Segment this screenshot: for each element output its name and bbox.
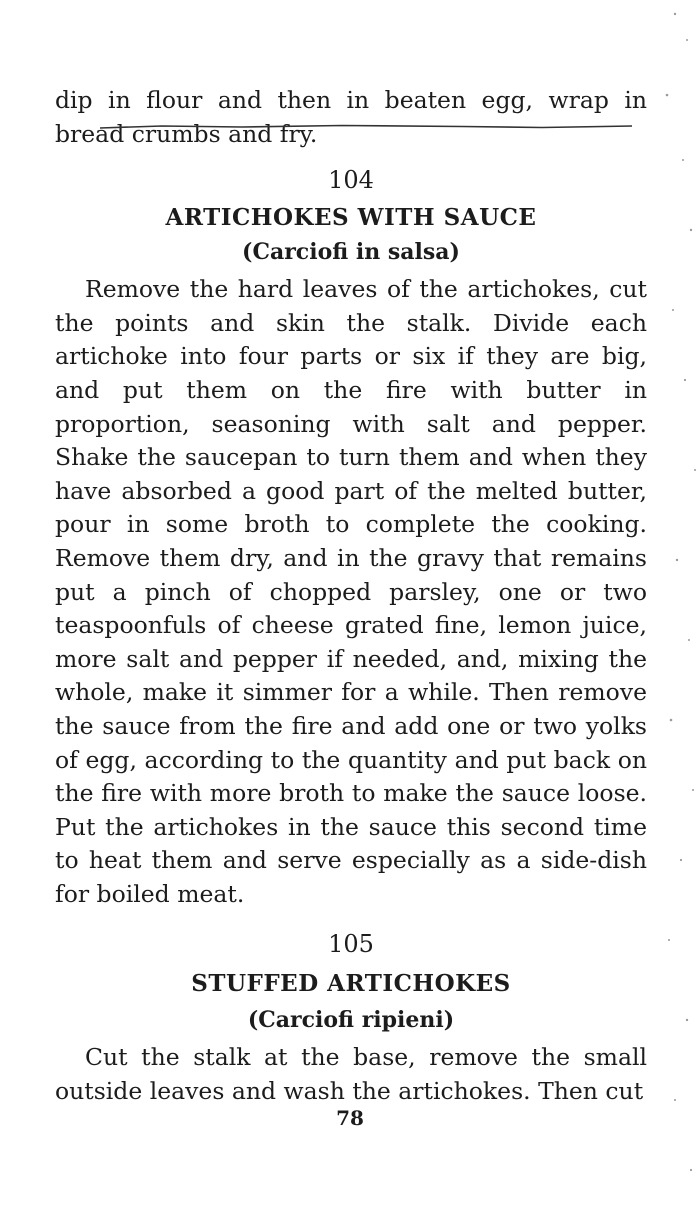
recipe-105-title: STUFFED ARTICHOKES xyxy=(191,970,511,998)
book-page xyxy=(55,84,647,1109)
page-number: 78 xyxy=(336,1106,364,1130)
recipe-104-subtitle: (Carciofi in salsa) xyxy=(242,239,460,266)
recipe-104-body: Remove the hard leaves of the artichokes, cut the points and skin the stalk. Divide each artichoke into four parts or six if they are big, and put them on the fire with butter in proportion, seasoning with salt and pepper. Shake the saucepan to turn them and when they have absorbed a good part of the melted butter, pour in some broth to complete the cooking. Remove them dry, and in the gravy that remains put a pinch of chopped parsley, one or two teaspoonfuls of cheese grated fine, lemon juice, more salt and pepper if needed, and, mixing the whole, make it simmer for a while. Then remove the sauce from the fire and add one or two yolks of egg, according to the quantity and put back on the fire with more broth to make the sauce loose. Put the artichokes in the sauce this second time to heat them and serve especially as a side-dish for boiled meat. xyxy=(55,275,647,908)
recipe-105-number: 105 xyxy=(328,930,374,959)
recipe-104-number: 104 xyxy=(328,166,374,195)
page-edge-specks xyxy=(655,0,700,1227)
section-divider-rule xyxy=(42,124,632,130)
opening-paragraph: dip in flour and then in beaten egg, wrap in bread crumbs and fry. xyxy=(55,86,647,148)
recipe-105-subtitle: (Carciofi ripieni) xyxy=(247,1007,455,1034)
recipe-105-body: Cut the stalk at the base, remove the small outside leaves and wash the artichokes. Then cut xyxy=(55,1043,647,1106)
recipe-104-title: ARTICHOKES WITH SAUCE xyxy=(165,204,537,232)
